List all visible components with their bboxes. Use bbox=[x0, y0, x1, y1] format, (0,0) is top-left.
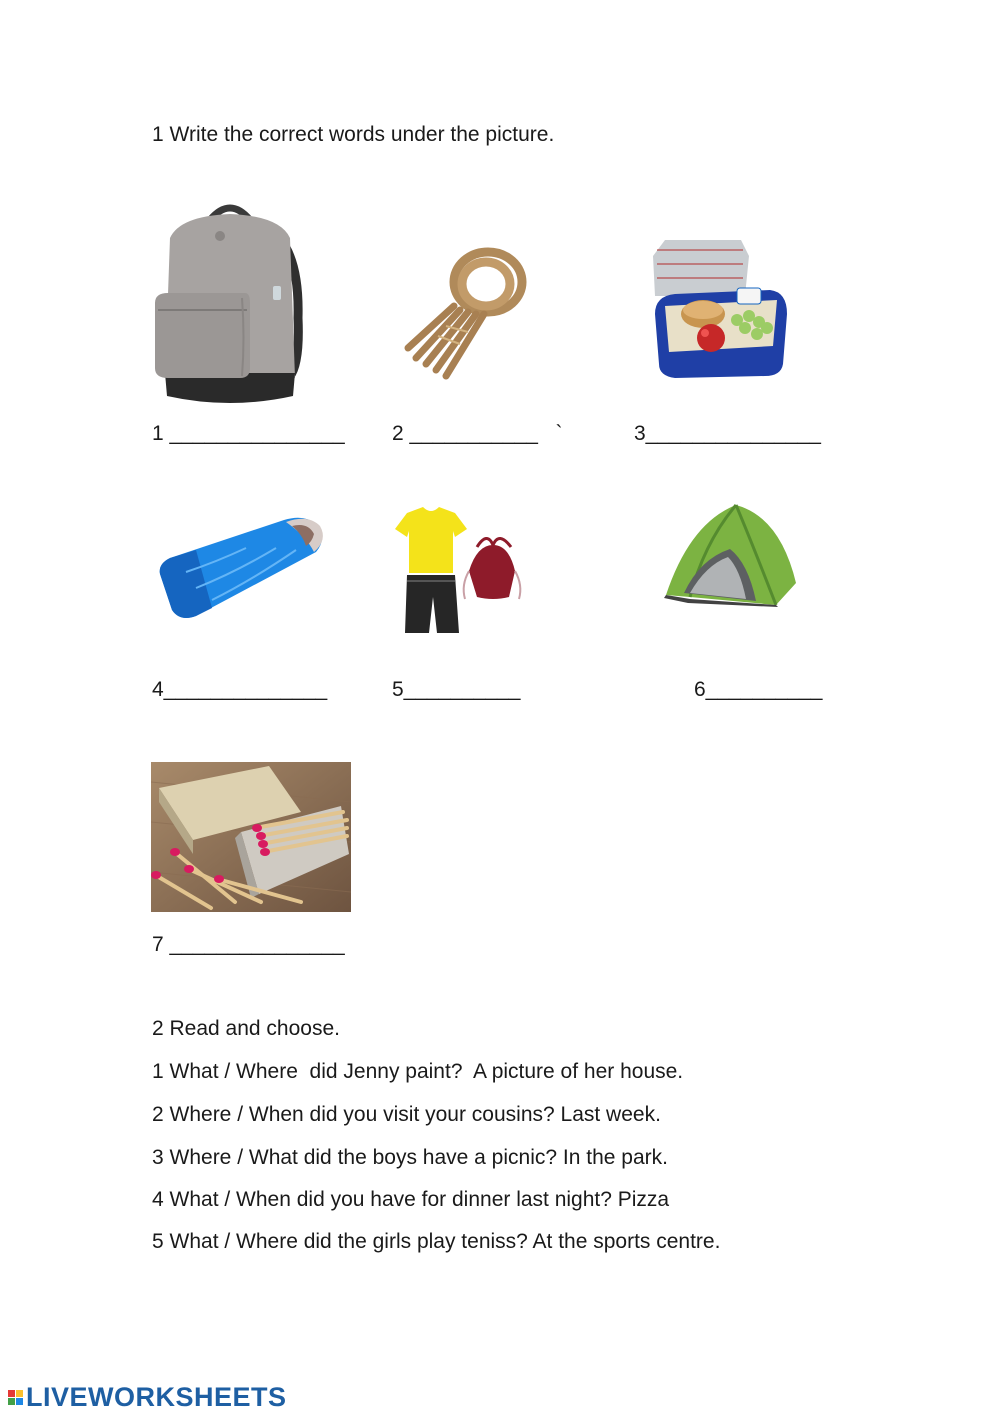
question-4[interactable]: 4 What / When did you have for dinner last night? Pizza bbox=[152, 1188, 670, 1211]
sleeping-bag-picture bbox=[156, 512, 328, 620]
pe-kit-picture bbox=[393, 505, 527, 637]
question-3[interactable]: 3 Where / What did the boys have a picnic? In the park. bbox=[152, 1146, 668, 1169]
question-1[interactable]: 1 What / Where did Jenny paint? A picture of her house. bbox=[152, 1060, 684, 1083]
answer-line-2[interactable]: 2 ___________ ` bbox=[392, 422, 563, 445]
tent-picture bbox=[660, 503, 798, 607]
logo-text: LIVEWORKSHEETS bbox=[26, 1382, 287, 1412]
matches-picture bbox=[151, 762, 351, 912]
lunchbox-picture bbox=[645, 236, 791, 380]
logo-squares-icon bbox=[8, 1390, 23, 1405]
answer-line-6[interactable]: 6__________ bbox=[694, 678, 823, 701]
answer-line-1[interactable]: 1 _______________ bbox=[152, 422, 345, 445]
answer-line-5[interactable]: 5__________ bbox=[392, 678, 521, 701]
section1-title: 1 Write the correct words under the picture. bbox=[152, 123, 555, 146]
liveworksheets-logo[interactable] bbox=[8, 1382, 287, 1413]
rope-picture bbox=[398, 240, 534, 386]
answer-line-4[interactable]: 4______________ bbox=[152, 678, 328, 701]
backpack-picture bbox=[150, 198, 312, 408]
question-5[interactable]: 5 What / Where did the girls play teniss? At the sports centre. bbox=[152, 1230, 721, 1253]
answer-line-3[interactable]: 3_______________ bbox=[634, 422, 821, 445]
answer-line-7[interactable]: 7 _______________ bbox=[152, 933, 345, 956]
section2-title: 2 Read and choose. bbox=[152, 1017, 340, 1040]
question-2[interactable]: 2 Where / When did you visit your cousins? Last week. bbox=[152, 1103, 661, 1126]
